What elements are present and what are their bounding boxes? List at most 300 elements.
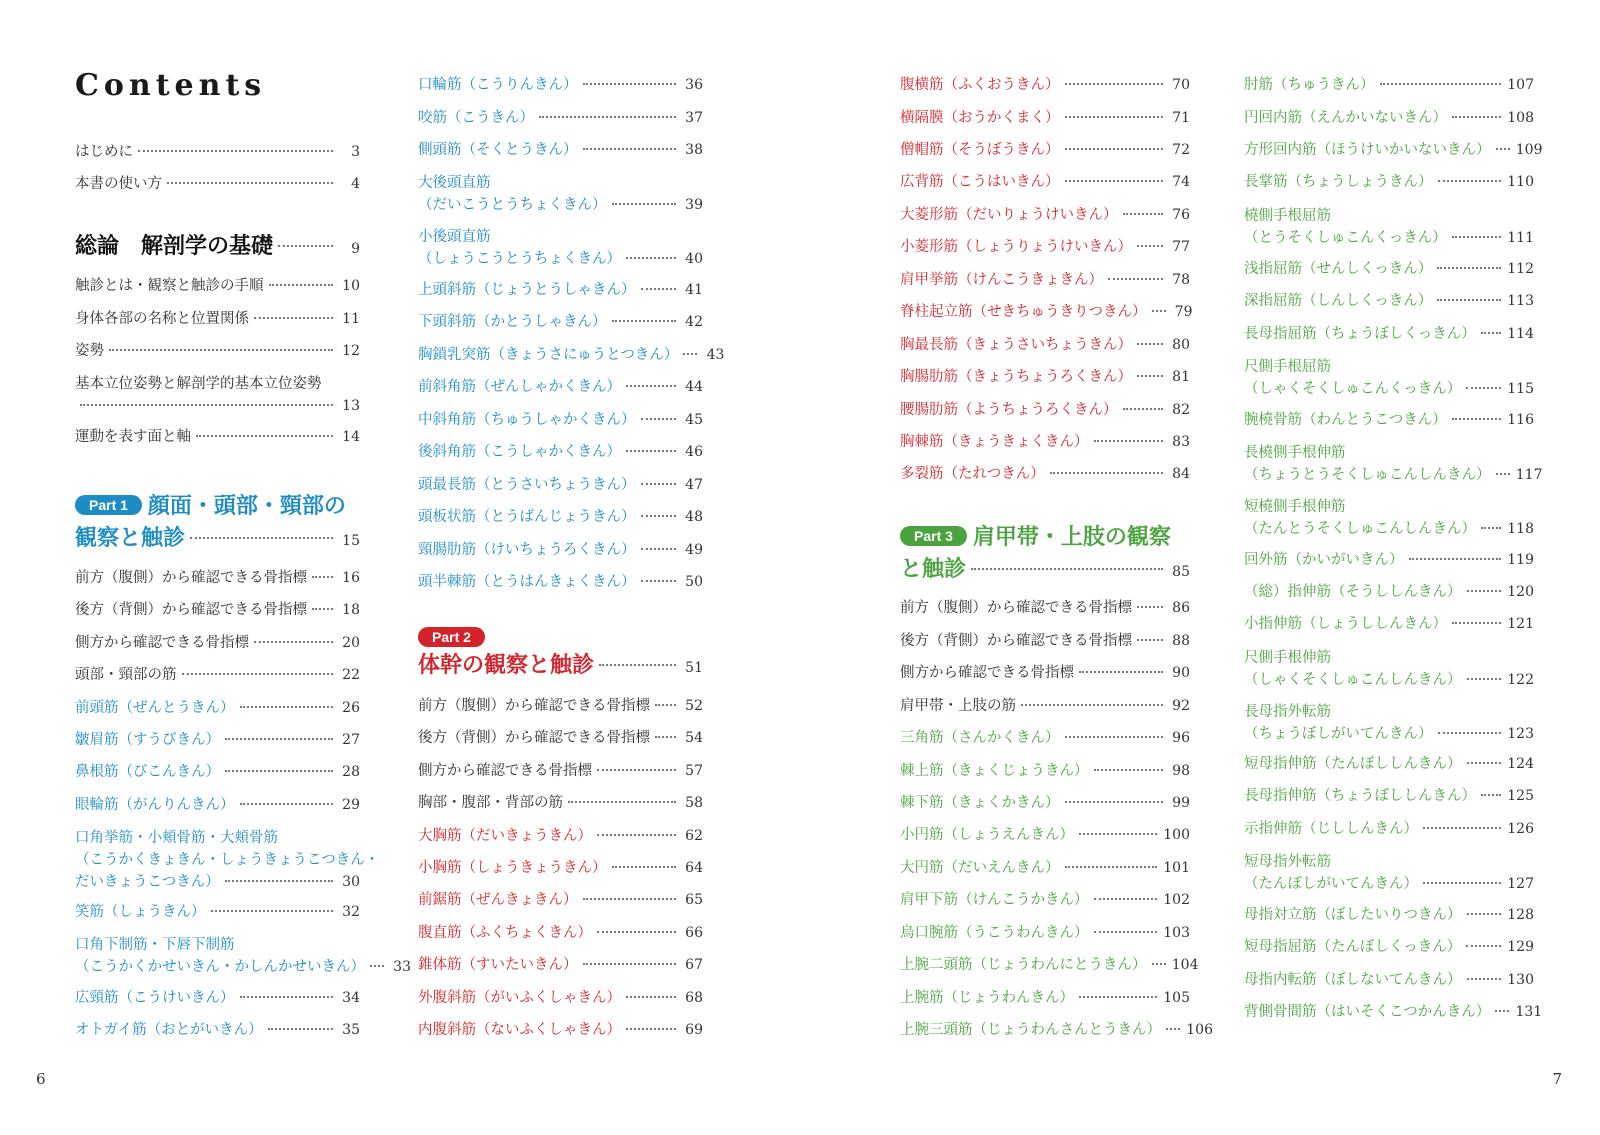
dot-leader bbox=[612, 866, 677, 868]
dot-leader bbox=[254, 317, 333, 319]
dot-leader bbox=[1021, 704, 1163, 706]
toc-entry-row bbox=[900, 140, 1190, 161]
dot-leader bbox=[190, 537, 333, 539]
toc-entry[interactable] bbox=[900, 988, 1190, 1009]
toc-entry-row bbox=[418, 728, 703, 749]
toc-entry[interactable] bbox=[418, 377, 703, 398]
toc-entry[interactable] bbox=[900, 172, 1190, 193]
toc-entry-page: 130 bbox=[1507, 972, 1534, 988]
toc-entry[interactable] bbox=[1244, 259, 1534, 280]
toc-entry-page: 79 bbox=[1174, 304, 1193, 320]
toc-entry[interactable] bbox=[75, 698, 360, 719]
toc-entry[interactable] bbox=[1244, 140, 1543, 161]
toc-entry-row bbox=[1244, 582, 1534, 603]
toc-entry[interactable] bbox=[900, 75, 1190, 96]
toc-entry-row bbox=[418, 696, 703, 717]
toc-entry-row bbox=[75, 988, 360, 1009]
toc-entry-row bbox=[900, 631, 1190, 652]
toc-entry[interactable] bbox=[418, 345, 725, 366]
toc-entry-row bbox=[900, 955, 1199, 976]
toc-entry-page: 68 bbox=[685, 990, 703, 1006]
toc-entry[interactable] bbox=[1244, 75, 1534, 96]
toc-entry-page: 100 bbox=[1163, 827, 1190, 843]
toc-entry-page: 32 bbox=[342, 904, 360, 920]
toc-entry-row bbox=[1244, 550, 1534, 571]
toc-entry-row bbox=[1244, 108, 1534, 129]
dot-leader bbox=[568, 801, 676, 803]
toc-entry[interactable] bbox=[900, 464, 1190, 485]
toc-entry[interactable] bbox=[900, 237, 1190, 258]
toc-entry[interactable] bbox=[418, 280, 703, 301]
toc-entry-row bbox=[418, 572, 703, 593]
toc-entry[interactable] bbox=[1244, 324, 1534, 345]
toc-entry[interactable] bbox=[900, 400, 1190, 421]
toc-entry[interactable] bbox=[900, 335, 1190, 356]
dot-leader bbox=[240, 803, 334, 805]
toc-entry-page: 42 bbox=[685, 314, 703, 330]
toc-entry-row bbox=[1244, 172, 1534, 193]
toc-entry-page: 120 bbox=[1507, 584, 1534, 600]
toc-entry[interactable] bbox=[75, 568, 360, 589]
toc-entry[interactable] bbox=[1244, 291, 1534, 312]
toc-entry-row bbox=[1244, 291, 1534, 312]
toc-entry-row bbox=[418, 475, 703, 496]
toc-entry-row bbox=[75, 142, 360, 163]
toc-entry-page: 3 bbox=[351, 144, 360, 160]
dot-leader bbox=[612, 320, 677, 322]
toc-entry[interactable] bbox=[900, 858, 1190, 879]
toc-entry-label: （だいこうとうちょくきん） bbox=[418, 197, 607, 213]
toc-entry-page: 64 bbox=[685, 860, 703, 876]
dot-leader bbox=[626, 257, 676, 259]
toc-entry-label-line: 大後頭直筋 bbox=[418, 175, 491, 191]
toc-entry[interactable] bbox=[418, 858, 703, 879]
toc-entry-label: 長母指屈筋（ちょうぼしくっきん） bbox=[1244, 326, 1476, 342]
toc-entry[interactable] bbox=[418, 793, 703, 814]
dot-leader bbox=[641, 483, 677, 485]
toc-entry-page: 78 bbox=[1172, 272, 1190, 288]
dot-leader bbox=[597, 931, 676, 933]
toc-entry-row bbox=[418, 410, 703, 431]
toc-entry[interactable] bbox=[900, 1020, 1213, 1041]
dot-leader bbox=[626, 385, 676, 387]
toc-entry-page: 28 bbox=[342, 764, 360, 780]
toc-entry[interactable] bbox=[418, 507, 703, 528]
dot-leader bbox=[1467, 678, 1502, 680]
toc-entry[interactable] bbox=[900, 955, 1199, 976]
toc-entry-label: 腰腸肋筋（ようちょうろくきん） bbox=[900, 402, 1118, 418]
toc-entry-row bbox=[900, 890, 1190, 911]
toc-entry-row bbox=[418, 248, 703, 270]
dot-leader bbox=[254, 641, 333, 643]
toc-entry-page: 10 bbox=[342, 278, 360, 294]
toc-entry[interactable] bbox=[75, 373, 360, 417]
toc-entry-row bbox=[75, 174, 360, 195]
dot-leader bbox=[211, 910, 334, 912]
toc-entry[interactable] bbox=[75, 341, 360, 362]
toc-entry-row bbox=[418, 280, 703, 301]
toc-entry-row bbox=[900, 367, 1190, 388]
toc-entry[interactable] bbox=[1244, 819, 1534, 840]
toc-entry-row bbox=[75, 341, 360, 362]
page-number-right: 7 bbox=[1552, 1070, 1562, 1088]
toc-entry-page: 46 bbox=[685, 444, 703, 460]
toc-entry-label: 脊柱起立筋（せきちゅうきりつきん） bbox=[900, 304, 1147, 320]
toc-entry[interactable] bbox=[900, 140, 1190, 161]
toc-entry-label-line: 長母指外転筋 bbox=[1244, 704, 1331, 720]
toc-entry[interactable] bbox=[75, 309, 360, 330]
toc-entry-page: 123 bbox=[1507, 726, 1534, 742]
toc-entry-page: 90 bbox=[1172, 665, 1190, 681]
toc-entry-page: 43 bbox=[706, 347, 725, 363]
toc-entry-label: （しゃくそくしゅこんしんきん） bbox=[1244, 672, 1462, 688]
toc-entry-label: オトガイ筋（おとがいきん） bbox=[75, 1022, 263, 1038]
toc-entry[interactable] bbox=[418, 890, 703, 911]
toc-entry-label: 前方（腹側）から確認できる骨指標 bbox=[75, 570, 307, 586]
dot-leader bbox=[1137, 343, 1163, 345]
dot-leader bbox=[1094, 898, 1158, 900]
toc-entry[interactable] bbox=[418, 761, 703, 782]
toc-entry[interactable] bbox=[418, 826, 703, 847]
toc-entry-page: 77 bbox=[1172, 239, 1190, 255]
dot-leader bbox=[1065, 83, 1164, 85]
toc-entry-row bbox=[1244, 464, 1543, 486]
toc-entry-label: 頭板状筋（とうばんじょうきん） bbox=[418, 509, 636, 525]
toc-entry-row bbox=[1244, 905, 1534, 926]
toc-entry-page: 57 bbox=[685, 763, 703, 779]
toc-entry-page: 126 bbox=[1507, 821, 1534, 837]
toc-entry[interactable] bbox=[418, 442, 703, 463]
toc-entry[interactable] bbox=[418, 312, 703, 333]
toc-entry[interactable] bbox=[900, 923, 1190, 944]
toc-entry-label: 側頭筋（そくとうきん） bbox=[418, 142, 578, 158]
toc-entry-label: 前鋸筋（ぜんきょきん） bbox=[418, 892, 578, 908]
toc-entry-label: 後斜角筋（こうしゃかくきん） bbox=[418, 444, 621, 460]
section-page: 51 bbox=[685, 660, 703, 676]
toc-entry-label: 前方（腹側）から確認できる骨指標 bbox=[900, 600, 1132, 616]
toc-entry-row bbox=[418, 108, 703, 129]
toc-entry-label: 皺眉筋（すうびきん） bbox=[75, 732, 220, 748]
toc-entry-row bbox=[900, 825, 1190, 846]
toc-entry-label: 僧帽筋（そうぼうきん） bbox=[900, 142, 1060, 158]
toc-entry[interactable] bbox=[1244, 550, 1534, 571]
dot-leader bbox=[583, 963, 677, 965]
dot-leader bbox=[1079, 671, 1163, 673]
toc-entry[interactable] bbox=[900, 696, 1190, 717]
toc-entry[interactable] bbox=[418, 923, 703, 944]
toc-entry[interactable] bbox=[75, 934, 411, 978]
toc-entry[interactable] bbox=[1244, 851, 1534, 895]
dot-leader bbox=[1452, 622, 1501, 624]
toc-entry-label: 胸鎖乳突筋（きょうさにゅうとつきん） bbox=[418, 347, 679, 363]
toc-entry-label-line: 橈側手根屈筋 bbox=[1244, 208, 1331, 224]
toc-entry[interactable] bbox=[1244, 701, 1534, 745]
toc-entry-row bbox=[418, 955, 703, 976]
toc-entry-page: 72 bbox=[1172, 142, 1190, 158]
toc-entry-row bbox=[900, 858, 1190, 879]
toc-entry-row bbox=[900, 270, 1190, 291]
toc-entry-page: 71 bbox=[1172, 110, 1190, 126]
toc-entry[interactable] bbox=[1244, 754, 1534, 775]
toc-entry-page: 111 bbox=[1507, 230, 1534, 246]
toc-entry[interactable] bbox=[75, 730, 360, 751]
dot-leader bbox=[583, 83, 677, 85]
toc-entry-label: （総）指伸筋（そうししんきん） bbox=[1244, 584, 1462, 600]
toc-entry-page: 66 bbox=[685, 925, 703, 941]
toc-entry-row bbox=[75, 600, 360, 621]
toc-entry-label: （こうかくかせいきん・かしんかせいきん） bbox=[75, 959, 365, 975]
toc-entry[interactable] bbox=[900, 761, 1190, 782]
toc-entry-row bbox=[1244, 227, 1534, 249]
dot-leader bbox=[1094, 769, 1164, 771]
toc-entry-row bbox=[900, 400, 1190, 421]
toc-entry-label: 頭最長筋（とうさいちょうきん） bbox=[418, 477, 636, 493]
toc-entry[interactable] bbox=[900, 205, 1190, 226]
toc-entry[interactable] bbox=[1244, 205, 1534, 249]
toc-entry-row bbox=[900, 663, 1190, 684]
toc-entry-label: 肘筋（ちゅうきん） bbox=[1244, 77, 1375, 93]
toc-entry[interactable] bbox=[75, 795, 360, 816]
toc-entry[interactable] bbox=[418, 988, 703, 1009]
toc-entry-row bbox=[1244, 140, 1543, 161]
toc-entry-page: 98 bbox=[1172, 763, 1190, 779]
toc-entry[interactable] bbox=[418, 728, 703, 749]
toc-entry-label: 小円筋（しょうえんきん） bbox=[900, 827, 1074, 843]
toc-entry-label: 大円筋（だいえんきん） bbox=[900, 860, 1060, 876]
toc-entry-label: 小指伸筋（しょうししんきん） bbox=[1244, 616, 1447, 632]
toc-entry[interactable] bbox=[900, 890, 1190, 911]
toc-entry[interactable] bbox=[418, 108, 703, 129]
part-badge: Part 1 bbox=[75, 495, 142, 515]
toc-entry-row bbox=[418, 377, 703, 398]
dot-leader bbox=[655, 736, 676, 738]
toc-entry[interactable] bbox=[1244, 582, 1534, 603]
dot-leader bbox=[1423, 882, 1501, 884]
toc-entry[interactable] bbox=[900, 793, 1190, 814]
dot-leader bbox=[1452, 418, 1501, 420]
toc-entry-label: 運動を表す面と軸 bbox=[75, 429, 191, 445]
dot-leader bbox=[1452, 236, 1501, 238]
toc-entry-label: 後方（背側）から確認できる骨指標 bbox=[418, 730, 650, 746]
toc-entry[interactable] bbox=[900, 270, 1190, 291]
toc-entry[interactable] bbox=[418, 540, 703, 561]
toc-entry-label: 後方（背側）から確認できる骨指標 bbox=[75, 602, 307, 618]
toc-entry-page: 50 bbox=[685, 574, 703, 590]
toc-entry-page: 41 bbox=[685, 282, 703, 298]
toc-entry-label: 長母指伸筋（ちょうぼししんきん） bbox=[1244, 788, 1476, 804]
dot-leader bbox=[1137, 639, 1163, 641]
dot-leader bbox=[641, 580, 677, 582]
toc-entry[interactable] bbox=[75, 276, 360, 297]
toc-entry[interactable] bbox=[1244, 647, 1534, 691]
toc-entry[interactable] bbox=[900, 108, 1190, 129]
toc-entry-row bbox=[900, 728, 1190, 749]
toc-entry[interactable] bbox=[900, 432, 1190, 453]
toc-entry-label: 横隔膜（おうかくまく） bbox=[900, 110, 1060, 126]
toc-entry[interactable] bbox=[900, 825, 1190, 846]
toc-entry[interactable] bbox=[900, 663, 1190, 684]
part-badge: Part 3 bbox=[900, 526, 967, 546]
toc-entry-page: 65 bbox=[685, 892, 703, 908]
toc-entry-row bbox=[900, 793, 1190, 814]
toc-entry[interactable] bbox=[75, 633, 360, 654]
toc-entry[interactable] bbox=[75, 600, 360, 621]
toc-entry[interactable] bbox=[1244, 172, 1534, 193]
toc-entry-label: 頭部・頸部の筋 bbox=[75, 667, 177, 683]
toc-entry[interactable] bbox=[1244, 442, 1543, 486]
toc-entry-page: 122 bbox=[1507, 672, 1534, 688]
toc-entry[interactable] bbox=[1244, 1002, 1543, 1023]
toc-entry[interactable] bbox=[1244, 970, 1534, 991]
toc-entry-label: 小胸筋（しょうきょうきん） bbox=[418, 860, 607, 876]
toc-entry-row bbox=[1244, 378, 1534, 400]
toc-entry[interactable] bbox=[75, 427, 360, 448]
toc-entry[interactable] bbox=[75, 1020, 360, 1041]
dot-leader bbox=[1437, 267, 1501, 269]
toc-entry[interactable] bbox=[418, 955, 703, 976]
toc-entry-page: 125 bbox=[1507, 788, 1534, 804]
toc-entry[interactable] bbox=[418, 410, 703, 431]
contents-title: Contents bbox=[75, 68, 267, 103]
section-heading-row bbox=[75, 231, 360, 263]
toc-entry[interactable] bbox=[1244, 786, 1534, 807]
toc-entry[interactable] bbox=[418, 696, 703, 717]
toc-entry-label: 母指対立筋（ぼしたいりつきん） bbox=[1244, 907, 1462, 923]
toc-entry-label-line: 短母指外転筋 bbox=[1244, 854, 1331, 870]
toc-entry-page: 26 bbox=[342, 700, 360, 716]
toc-entry-label-line: 尺側手根伸筋 bbox=[1244, 650, 1331, 666]
toc-entry[interactable] bbox=[1244, 905, 1534, 926]
toc-entry[interactable] bbox=[75, 762, 360, 783]
toc-entry-row bbox=[418, 923, 703, 944]
section-part3 bbox=[900, 522, 1190, 586]
toc-entry-label: 中斜角筋（ちゅうしゃかくきん） bbox=[418, 412, 636, 428]
toc-entry[interactable] bbox=[418, 226, 703, 270]
dot-leader bbox=[655, 704, 676, 706]
toc-entry[interactable] bbox=[1244, 496, 1534, 540]
dot-leader bbox=[1409, 558, 1502, 560]
toc-entry-label: 腹横筋（ふくおうきん） bbox=[900, 77, 1060, 93]
toc-entry[interactable] bbox=[900, 631, 1190, 652]
toc-entry-row bbox=[418, 988, 703, 1009]
toc-entry-label: 姿勢 bbox=[75, 343, 104, 359]
toc-entry-label: 小菱形筋（しょうりょうけいきん） bbox=[900, 239, 1132, 255]
toc-entry-row bbox=[1244, 819, 1534, 840]
dot-leader bbox=[268, 1028, 333, 1030]
toc-entry-label: 棘下筋（きょくかきん） bbox=[900, 795, 1060, 811]
toc-entry-label: 大菱形筋（だいりょうけいきん） bbox=[900, 207, 1118, 223]
toc-entry[interactable] bbox=[418, 140, 703, 161]
toc-entry-page: 4 bbox=[351, 176, 360, 192]
toc-entry-label: 笑筋（しょうきん） bbox=[75, 904, 206, 920]
toc-entry-page: 81 bbox=[1172, 369, 1190, 385]
toc-entry-label: 眼輪筋（がんりんきん） bbox=[75, 797, 235, 813]
toc-entry-row bbox=[418, 540, 703, 561]
dot-leader bbox=[196, 435, 333, 437]
dot-leader bbox=[1065, 801, 1164, 803]
toc-entry[interactable] bbox=[900, 302, 1193, 323]
toc-entry-row bbox=[900, 464, 1190, 485]
toc-entry[interactable] bbox=[1244, 614, 1534, 635]
toc-entry-row bbox=[75, 871, 360, 893]
toc-entry-row bbox=[900, 923, 1190, 944]
dot-leader bbox=[1094, 931, 1158, 933]
dot-leader bbox=[312, 608, 333, 610]
toc-entry[interactable] bbox=[900, 728, 1190, 749]
toc-entry-label: 下頭斜筋（かとうしゃきん） bbox=[418, 314, 607, 330]
dot-leader bbox=[1467, 762, 1502, 764]
toc-entry-page: 48 bbox=[685, 509, 703, 525]
toc-entry-row bbox=[75, 276, 360, 297]
toc-entry-page: 69 bbox=[685, 1022, 703, 1038]
dot-leader bbox=[1438, 732, 1502, 734]
toc-entry-label: 咬筋（こうきん） bbox=[418, 110, 534, 126]
toc-entry-page: 101 bbox=[1163, 860, 1190, 876]
dot-leader bbox=[1452, 116, 1501, 118]
toc-entry[interactable] bbox=[418, 475, 703, 496]
toc-entry-row bbox=[1244, 75, 1534, 96]
dot-leader bbox=[1123, 408, 1164, 410]
toc-entry[interactable] bbox=[900, 598, 1190, 619]
toc-entry-label: 短母指伸筋（たんぼししんきん） bbox=[1244, 756, 1462, 772]
toc-entry-page: 35 bbox=[342, 1022, 360, 1038]
toc-entry-label: （たんとうそくしゅこんしんきん） bbox=[1244, 521, 1476, 537]
toc-entry-label-line: （こうかくきょきん・しょうきょうこつきん・ bbox=[75, 852, 380, 868]
toc-entry-row bbox=[900, 75, 1190, 96]
toc-entry[interactable] bbox=[1244, 108, 1534, 129]
dot-leader bbox=[109, 349, 333, 351]
toc-entry[interactable] bbox=[1244, 356, 1534, 400]
toc-entry[interactable] bbox=[418, 572, 703, 593]
section-heading-row bbox=[900, 522, 1190, 554]
toc-entry-page: 112 bbox=[1507, 261, 1534, 277]
toc-entry-label: （しょうこうとうちょくきん） bbox=[418, 251, 621, 267]
dot-leader bbox=[1437, 299, 1501, 301]
dot-leader bbox=[597, 769, 676, 771]
section-title: 顔面・頭部・頸部の bbox=[147, 494, 346, 519]
dot-leader bbox=[1152, 310, 1166, 312]
toc-entry-label: 棘上筋（きょくじょうきん） bbox=[900, 763, 1089, 779]
toc-entry[interactable] bbox=[418, 172, 703, 216]
dot-leader bbox=[539, 116, 676, 118]
toc-entry[interactable] bbox=[75, 988, 360, 1009]
toc-entry-page: 45 bbox=[685, 412, 703, 428]
toc-entry-label: 胸棘筋（きょうきょくきん） bbox=[900, 434, 1089, 450]
toc-entry[interactable] bbox=[75, 902, 360, 923]
toc-entry-label: 示指伸筋（じししんきん） bbox=[1244, 821, 1418, 837]
toc-entry-page: 27 bbox=[342, 732, 360, 748]
toc-entry[interactable] bbox=[900, 367, 1190, 388]
toc-entry-label-line: 短橈側手根伸筋 bbox=[1244, 499, 1346, 515]
toc-entry-page: 83 bbox=[1172, 434, 1190, 450]
toc-entry[interactable] bbox=[418, 1020, 703, 1041]
toc-entry-label: 回外筋（かいがいきん） bbox=[1244, 552, 1404, 568]
toc-entry[interactable] bbox=[1244, 937, 1534, 958]
toc-entry[interactable] bbox=[418, 75, 703, 96]
toc-entry-page: 44 bbox=[685, 379, 703, 395]
toc-entry[interactable] bbox=[1244, 410, 1534, 431]
toc-entry[interactable] bbox=[75, 665, 360, 686]
toc-entry[interactable] bbox=[75, 174, 360, 195]
dot-leader bbox=[1065, 736, 1164, 738]
toc-entry-row bbox=[75, 665, 360, 686]
section-page: 15 bbox=[342, 533, 360, 549]
dot-leader bbox=[971, 568, 1163, 570]
toc-entry[interactable] bbox=[75, 142, 360, 163]
toc-entry[interactable] bbox=[75, 827, 380, 893]
dot-leader bbox=[1495, 1010, 1509, 1012]
toc-entry-page: 113 bbox=[1507, 293, 1534, 309]
